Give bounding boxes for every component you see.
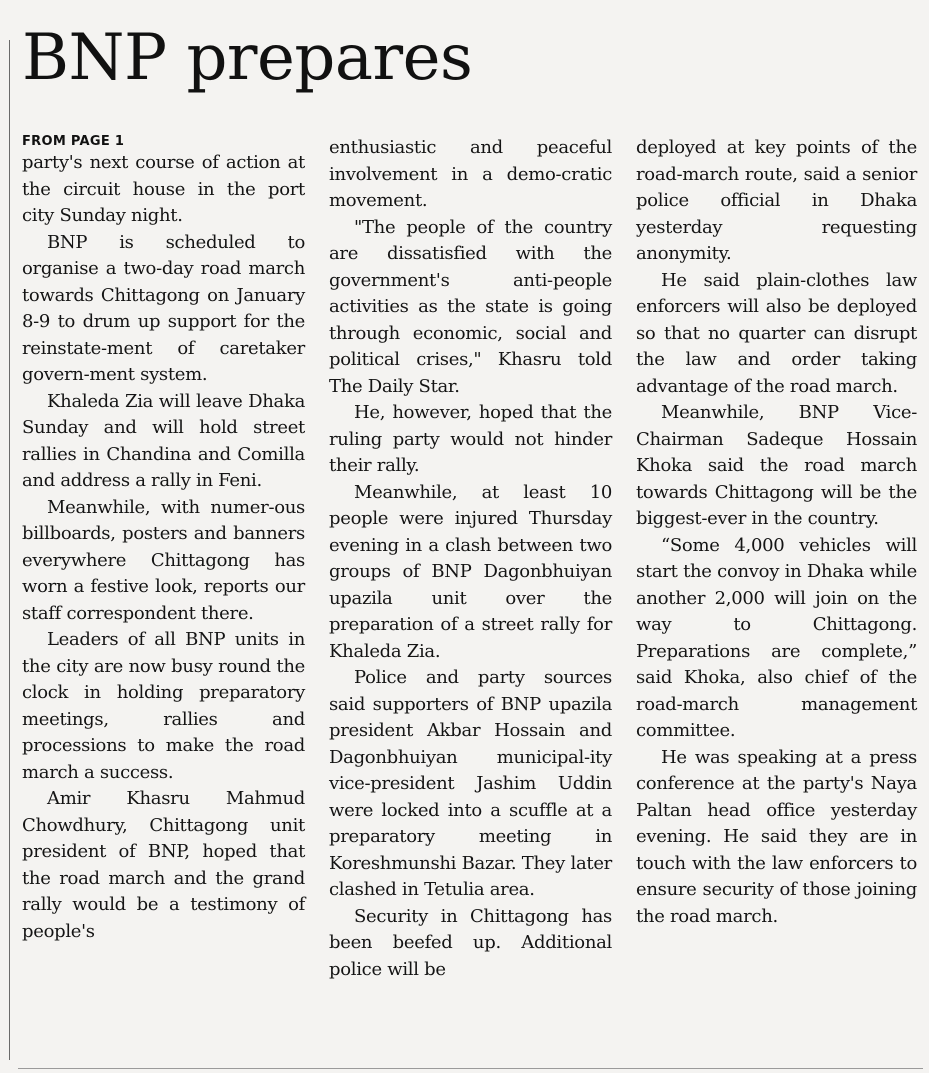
headline: BNP prepares — [22, 21, 473, 95]
paragraph: He said plain-clothes law enforcers will also be deployed so that no quarter can disrupt the law and order taking advantage of the road march. — [636, 269, 917, 397]
paragraph: Meanwhile, BNP Vice-Chairman Sadeque Hossain Khoka said the road march towards Chittagong will be the biggest-ever in the country. — [636, 402, 917, 529]
paragraph: He, however, hoped that the ruling party would not hinder their rally. — [329, 402, 612, 476]
paragraph: Security in Chittagong has been beefed up. Additional police will be — [329, 905, 612, 980]
paragraph: Police and party sources said supporters of BNP upazila president Akbar Hossain and Dagonbhuiyan municipal-ity vice-president Jashim Uddin were locked into a scuffle at a preparatory meeting in Koreshmunshi Bazar. They later clashed in Tetulia area. — [329, 667, 612, 900]
paragraph: “Some 4,000 vehicles will start the convoy in Dhaka while another 2,000 will join on the way to Chittagong. Preparations are complete,” said Khoka, also chief of the road-march management committee. — [636, 534, 917, 741]
paragraph: BNP is scheduled to organise a two-day road march towards Chittagong on January 8-9 to drum up support for the reinstate-ment of caretaker govern-ment system. — [22, 231, 305, 385]
paragraph: party's next course of action at the circuit house in the port city Sunday night. — [22, 152, 305, 226]
article-column-1 — [22, 134, 305, 945]
bottom-rule — [18, 1068, 923, 1069]
left-column-rule — [9, 40, 10, 1060]
article-column-2 — [329, 135, 612, 983]
paragraph: enthusiastic and peaceful involvement in a demo-cratic movement. — [329, 137, 612, 211]
kicker: FROM PAGE 1 — [22, 134, 125, 149]
paragraph: Amir Khasru Mahmud Chowdhury, Chittagong unit president of BNP, hoped that the road march and the grand rally would be a testimony of people's — [22, 788, 305, 942]
article-column-3 — [636, 135, 917, 930]
paragraph: Khaleda Zia will leave Dhaka Sunday and will hold street rallies in Chandina and Comilla and address a rally in Feni. — [22, 390, 305, 491]
paragraph: Leaders of all BNP units in the city are now busy round the clock in holding preparatory meetings, rallies and processions to make the road march a success. — [22, 629, 305, 783]
paragraph: "The people of the country are dissatisfied with the government's anti-people activities as the state is going through economic, social and political crises," Khasru told The Daily Star. — [329, 216, 612, 397]
paragraph: He was speaking at a press conference at the party's Naya Paltan head office yesterday evening. He said they are in touch with the law enforcers to ensure security of those joining the road march. — [636, 746, 917, 927]
paragraph: Meanwhile, with numer-ous billboards, posters and banners everywhere Chittagong has worn a festive look, reports our staff correspondent there. — [22, 496, 305, 624]
paragraph: deployed at key points of the road-march route, said a senior police official in Dhaka yesterday requesting anonymity. — [636, 137, 917, 264]
paragraph: Meanwhile, at least 10 people were injured Thursday evening in a clash between two groups of BNP Dagonbhuiyan upazila unit over the preparation of a street rally for Khaleda Zia. — [329, 481, 612, 662]
